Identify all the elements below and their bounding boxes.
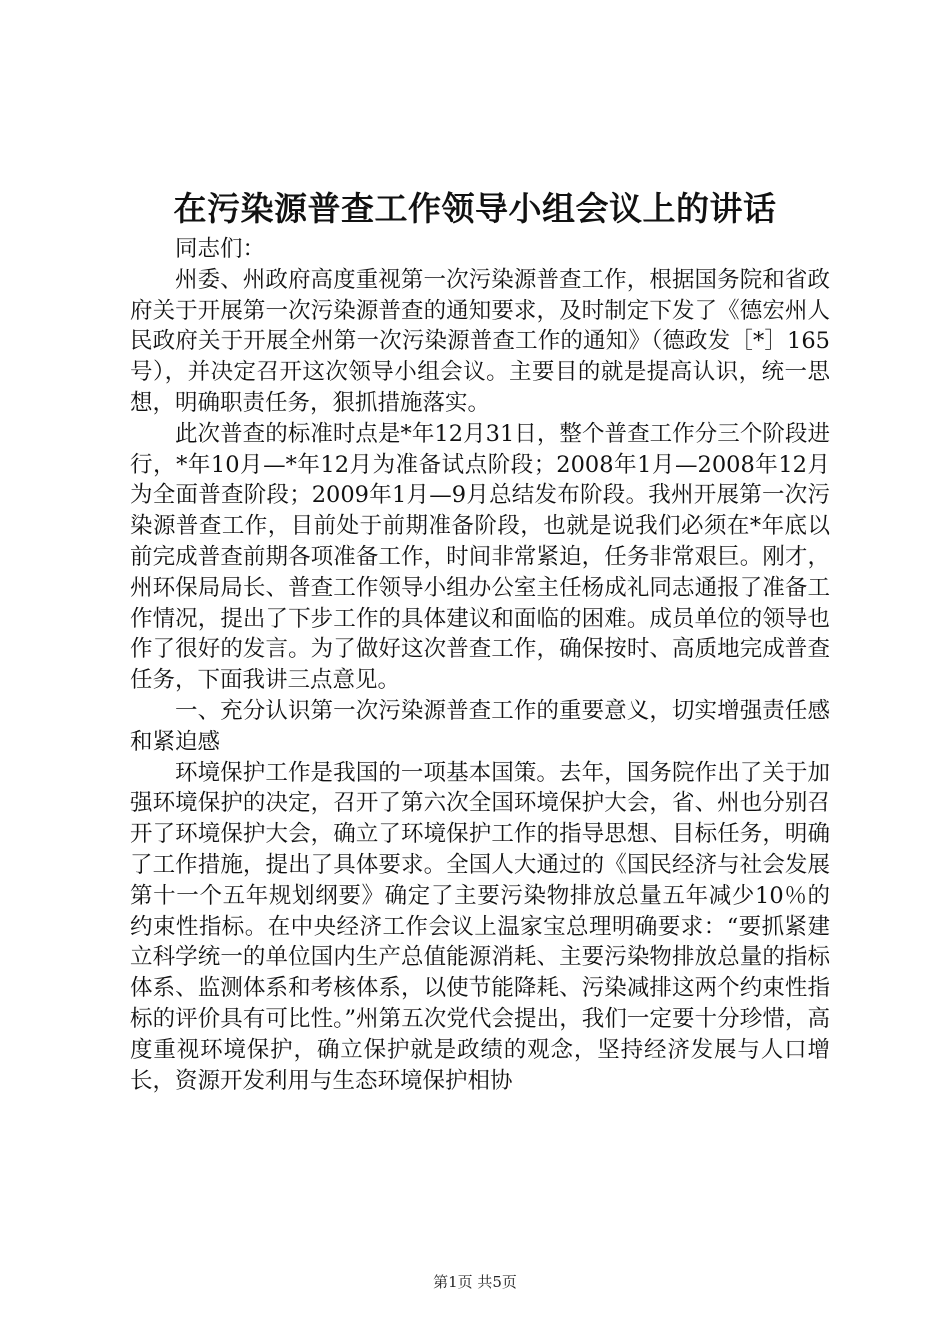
section-heading: 一、充分认识第一次污染源普查工作的重要意义，切实增强责任感和紧迫感 <box>130 697 830 755</box>
document-body <box>130 234 830 1096</box>
page-number-footer: 第1页 共5页 <box>433 1273 517 1291</box>
body-paragraph: 州委、州政府高度重视第一次污染源普查工作，根据国务院和省政府关于开展第一次污染源普查的通知要求，及时制定下发了《德宏州人民政府关于开展全州第一次污染源普查工作的通知》（德政发［*］165号），并决定召开这次领导小组会议。主要目的就是提高认识，统一思想，明确职责任务，狠抓措施落实。 <box>130 266 830 416</box>
body-paragraph: 环境保护工作是我国的一项基本国策。去年，国务院作出了关于加强环境保护的决定，召开了第六次全国环境保护大会，省、州也分别召开了环境保护大会，确立了环境保护工作的指导思想、目标任务，明确了工作措施，提出了具体要求。全国人大通过的《国民经济与社会发展第十一个五年规划纲要》确定了主要污染物排放总量五年减少10％的约束性指标。在中央经济工作会议上温家宝总理明确要求：“要抓紧建立科学统一的单位国内生产总值能源消耗、主要污染物排放总量的指标体系、监测体系和考核体系，以使节能降耗、污染减排这两个约束性指标的评价具有可比性。”州第五次党代会提出，我们一定要十分珍惜，高度重视环境保护，确立保护就是政绩的观念，坚持经济发展与人口增长，资源开发利用与生态环境保护相协 <box>130 759 830 1094</box>
body-paragraph: 此次普查的标准时点是*年12月31日，整个普查工作分三个阶段进行，*年10月—*年12月为准备试点阶段；2008年1月—2008年12月为全面普查阶段；2009年1月—9月总结发布阶段。我州开展第一次污染源普查工作，目前处于前期准备阶段，也就是说我们必须在*年底以前完成普查前期各项准备工作，时间非常紧迫，任务非常艰巨。刚才，州环保局局长、普查工作领导小组办公室主任杨成礼同志通报了准备工作情况，提出了下步工作的具体建议和面临的困难。成员单位的领导也作了很好的发言。为了做好这次普查工作，确保按时、高质地完成普查任务，下面我讲三点意见。 <box>130 420 830 694</box>
document-title: 在污染源普查工作领导小组会议上的讲话 <box>173 189 777 228</box>
salutation-paragraph: 同志们： <box>175 236 266 262</box>
